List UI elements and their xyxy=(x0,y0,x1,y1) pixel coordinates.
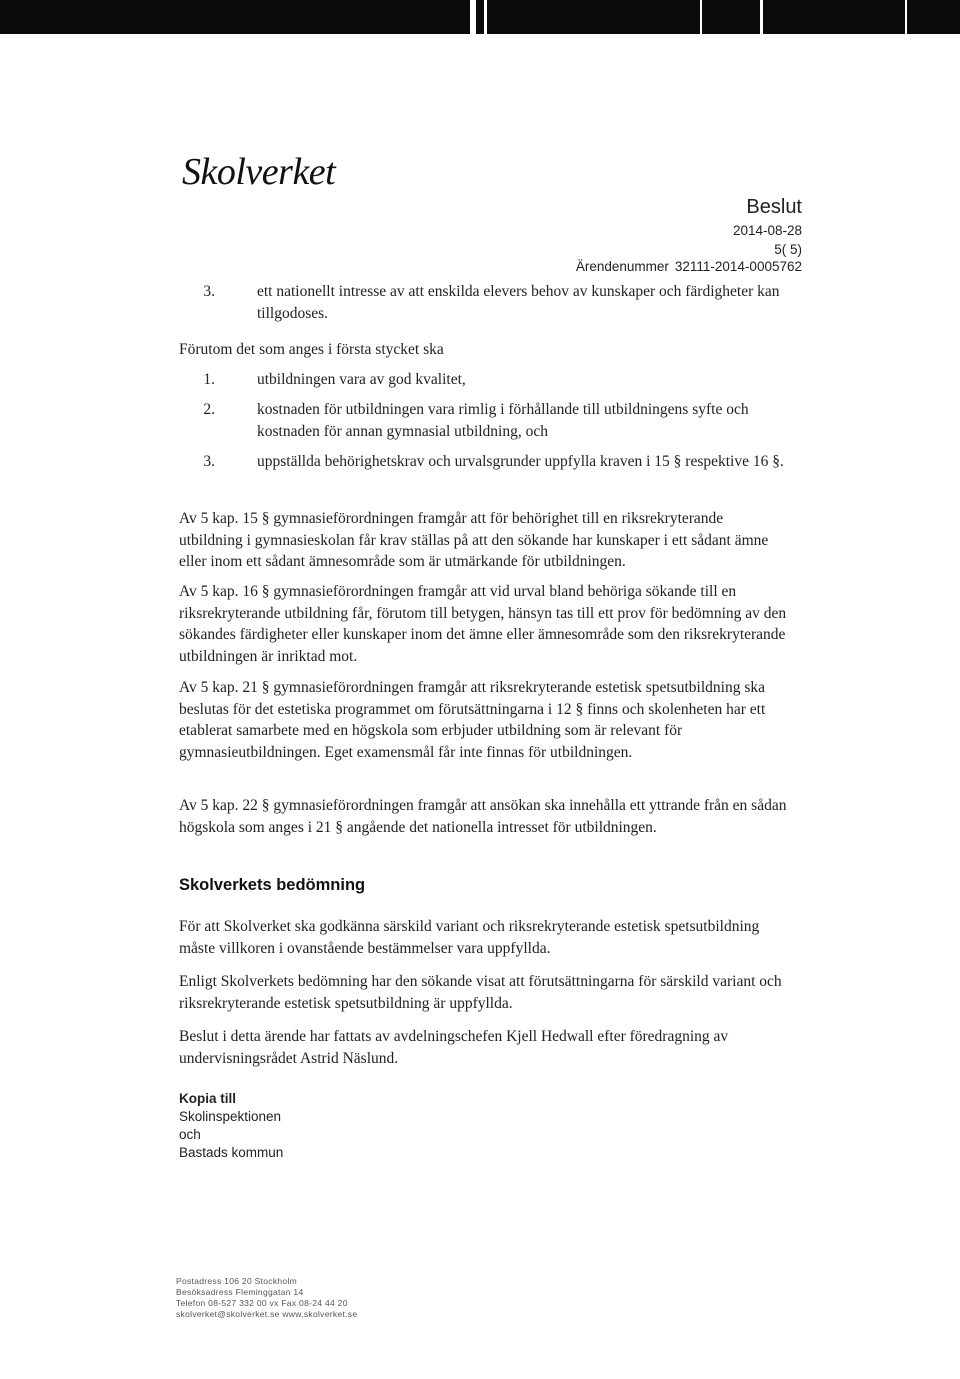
paragraph: Förutom det som anges i första stycket ska xyxy=(179,341,444,358)
scan-artifact-bar xyxy=(0,0,960,34)
skolverket-logo: Skolverket xyxy=(182,151,336,193)
copy-recipients xyxy=(179,1090,283,1162)
list-number: 3. xyxy=(203,283,215,300)
paragraph: Enligt Skolverkets bedömning har den sökande visat att förutsättningarna för särskild variant och riksrekryterande estetisk spetsutbildning är uppfyllda. xyxy=(179,973,782,1012)
copy-recipient: Skolinspektionen xyxy=(179,1109,282,1124)
copy-title: Kopia till xyxy=(179,1091,236,1106)
paragraph: Av 5 kap. 15 § gymnasieförordningen framgår att för behörighet till en riksrekryterande utbildning i gymnasieskolan får krav ställas på att den sökande har kunskaper i ett sådant ämne eller inom ett sådant ämnesområde som är utmärkande för utbildningen. xyxy=(179,510,769,570)
case-number-label: Ärendenummer xyxy=(575,259,669,274)
case-number-line xyxy=(576,259,802,274)
visiting-address: Besöksadress Fleminggatan 14 xyxy=(176,1287,304,1297)
copy-recipient: Bastads kommun xyxy=(179,1145,284,1160)
footer-contact xyxy=(176,1276,357,1320)
case-number: 32111-2014-0005762 xyxy=(674,259,802,274)
page-number: 5( 5) xyxy=(774,242,802,257)
paragraph: Av 5 kap. 16 § gymnasieförordningen framgår att vid urval bland behöriga sökande till en riksrekryterande utbildning får, förutom till betygen, hänsyn tas till ett prov för bedömning av den sökandes färdigheter eller kunskaper inom det ämne eller ämnesområde som den riksrekryterande utbildningen är inriktad mot. xyxy=(179,583,787,665)
paragraph: Beslut i detta ärende har fattats av avdelningschefen Kjell Hedwall efter föredragning av undervisningsrådet Astrid Näslund. xyxy=(179,1028,729,1067)
paragraph: För att Skolverket ska godkänna särskild variant och riksrekryterande estetisk spetsutbildning måste villkoren i ovanstående bestämmelser vara uppfyllda. xyxy=(179,918,760,957)
section-heading: Skolverkets bedömning xyxy=(179,876,366,894)
list-number: 1. xyxy=(203,371,215,388)
email-web: skolverket@skolverket.se www.skolverket.se xyxy=(176,1309,358,1319)
paragraph: Av 5 kap. 21 § gymnasieförordningen framgår att riksrekryterande estetisk spetsutbildning ska beslutas för det estetiska programmet om förutsättningarna i 12 § finns och skolenheten har ett etablerat samarbete med en högskola som erbjuder utbildning som är relevant för gymnasieutbildningen. Eget examensmål får inte finnas för utbildningen. xyxy=(179,679,766,761)
list-text: uppställda behörighetskrav och urvalsgrunder uppfylla kraven i 15 § respektive 16 §. xyxy=(257,453,784,470)
list-number: 3. xyxy=(203,453,215,470)
document-date: 2014-08-28 xyxy=(732,223,802,238)
list-text: kostnaden för utbildningen vara rimlig i förhållande till utbildningens syfte och kostnaden för annan gymnasial utbildning, och xyxy=(257,401,749,440)
list-text: utbildningen vara av god kvalitet, xyxy=(257,371,466,388)
copy-recipient: och xyxy=(179,1127,201,1142)
document-type: Beslut xyxy=(746,196,802,218)
postal-address: Postadress 106 20 Stockholm xyxy=(176,1276,298,1286)
paragraph: Av 5 kap. 22 § gymnasieförordningen framgår att ansökan ska innehålla ett yttrande från en sådan högskola som anges i 21 § angående det nationella intresset för utbildningen. xyxy=(179,797,787,836)
list-number: 2. xyxy=(203,401,215,418)
list-text: ett nationellt intresse av att enskilda elevers behov av kunskaper och färdigheter kan tillgodoses. xyxy=(257,283,780,322)
phone-fax: Telefon 08-527 332 00 vx Fax 08-24 44 20 xyxy=(176,1298,348,1308)
